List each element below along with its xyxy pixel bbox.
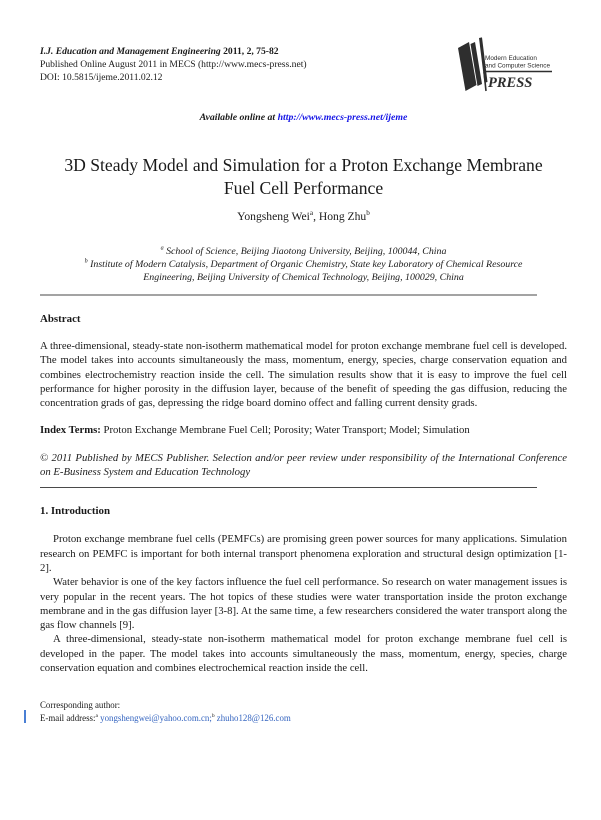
affiliation-a <box>40 245 567 258</box>
index-terms <box>40 423 567 437</box>
email-b-mark: b <box>211 713 215 720</box>
affiliation-b-line1 <box>40 258 567 271</box>
authors-separator: , <box>313 210 319 223</box>
paper-title-line2: Fuel Cell Performance <box>223 178 384 198</box>
abstract-heading: Abstract <box>40 313 81 325</box>
section-divider-rule <box>40 487 537 488</box>
abstract-body: A three-dimensional, steady-state non-isotherm mathematical model for proton exchange membrane fuel cell is developed. The model takes into accounts simultaneously the mass, momentum, energy, species, charge conservation equation and combines electrochemistry reaction inside the cell. The simulation results show that it is easy to improve the fuel cell performance for higher porosity in the diffusion layer, because of the benefit of speeding the gas diffusion, reducing the concentration grads of gas, depressing the ridge board domino offect and falling current density grads. <box>40 340 567 410</box>
logo-text-line1: Modern Education <box>485 55 537 62</box>
author-1: Yongsheng Wei <box>237 210 310 223</box>
email-label: E-mail address: <box>40 713 96 723</box>
affiliations <box>40 245 567 284</box>
doi-line: DOI: 10.5815/ijeme.2011.02.12 <box>40 72 163 83</box>
author-2: Hong Zhu <box>318 210 367 223</box>
revision-change-bar <box>24 710 26 723</box>
index-terms-list: Proton Exchange Membrane Fuel Cell; Porosity; Water Transport; Model; Simulation <box>100 424 470 437</box>
author-1-affiliation-mark: a <box>309 209 314 218</box>
intro-paragraph-1: Proton exchange membrane fuel cells (PEMFCs) are promising green power sources for many applications. Simulation research on PEMFC is important for both internal transport phenomena exploration and structural design optimization [1-2]. <box>40 533 567 574</box>
journal-title: I.J. Education and Management Engineering <box>40 46 221 57</box>
logo-press-text: PRESS <box>488 75 533 91</box>
copyright-notice: © 2011 Published by MECS Publisher. Selection and/or peer review under responsibility of the International Conference on E-Business System and Education Technology <box>40 451 567 479</box>
introduction-heading: 1. Introduction <box>40 505 110 518</box>
published-line: Published Online August 2011 in MECS (http://www.mecs-press.net) <box>40 59 307 70</box>
email-line <box>40 712 520 725</box>
email-a-mark: a <box>95 713 98 720</box>
available-online-prefix: Available online at <box>199 112 278 123</box>
intro-paragraph-3: A three-dimensional, steady-state non-isotherm mathematical model for proton exchange membrane fuel cell is developed in the paper. The model takes into accounts simultaneously the mass, momentum, energy, species, charge conservation equation and combines electrochemical reaction inside the cell. <box>40 633 567 675</box>
paper-title <box>40 154 567 200</box>
mecs-press-logo <box>445 35 557 101</box>
email-link-2[interactable]: zhuho128@126.com <box>214 713 291 723</box>
page-content <box>40 45 567 675</box>
intro-paragraph-2: Water behavior is one of the key factors influence the fuel cell performance. So research on water management issues is very popular in the recent years. The hot topics of these studies were water transportation inside the proton exchange membrane and in the gas diffusion layer [3-8]. At the same time, a few researchers considered the water transport along the gas flow channels [9]. <box>40 576 567 632</box>
affiliation-b-mark: b <box>84 258 88 265</box>
author-2-affiliation-mark: b <box>366 209 370 218</box>
affiliation-b-line2: Engineering, Beijing University of Chemical Technology, Beijing, 100029, China <box>143 272 464 283</box>
logo-text-line2: and Computer Science <box>485 62 551 70</box>
available-online-line <box>40 111 567 124</box>
journal-issue-info: 2011, 2, 75-82 <box>220 46 279 57</box>
header-divider-rule <box>40 294 537 296</box>
authors-line <box>40 209 567 224</box>
footnote <box>40 699 520 725</box>
journal-header <box>40 45 567 91</box>
index-terms-label: Index Terms: <box>40 424 101 437</box>
corresponding-author-line: Corresponding author: <box>40 700 121 710</box>
email-link-1[interactable]: yongshengwei@yahoo.com.cn; <box>97 713 212 723</box>
paper-title-line1: 3D Steady Model and Simulation for a Proton Exchange Membrane <box>64 155 543 175</box>
affiliation-b-text: Institute of Modern Catalysis, Department of Organic Chemistry, State key Laboratory of Chemical Resource <box>87 259 523 270</box>
books-icon <box>445 35 557 101</box>
affiliation-a-mark: a <box>160 245 164 252</box>
affiliation-a-text: School of Science, Beijing Jiaotong University, Beijing, 100044, China <box>163 246 447 257</box>
journal-url-link[interactable]: http://www.mecs-press.net/ijeme <box>277 112 408 123</box>
